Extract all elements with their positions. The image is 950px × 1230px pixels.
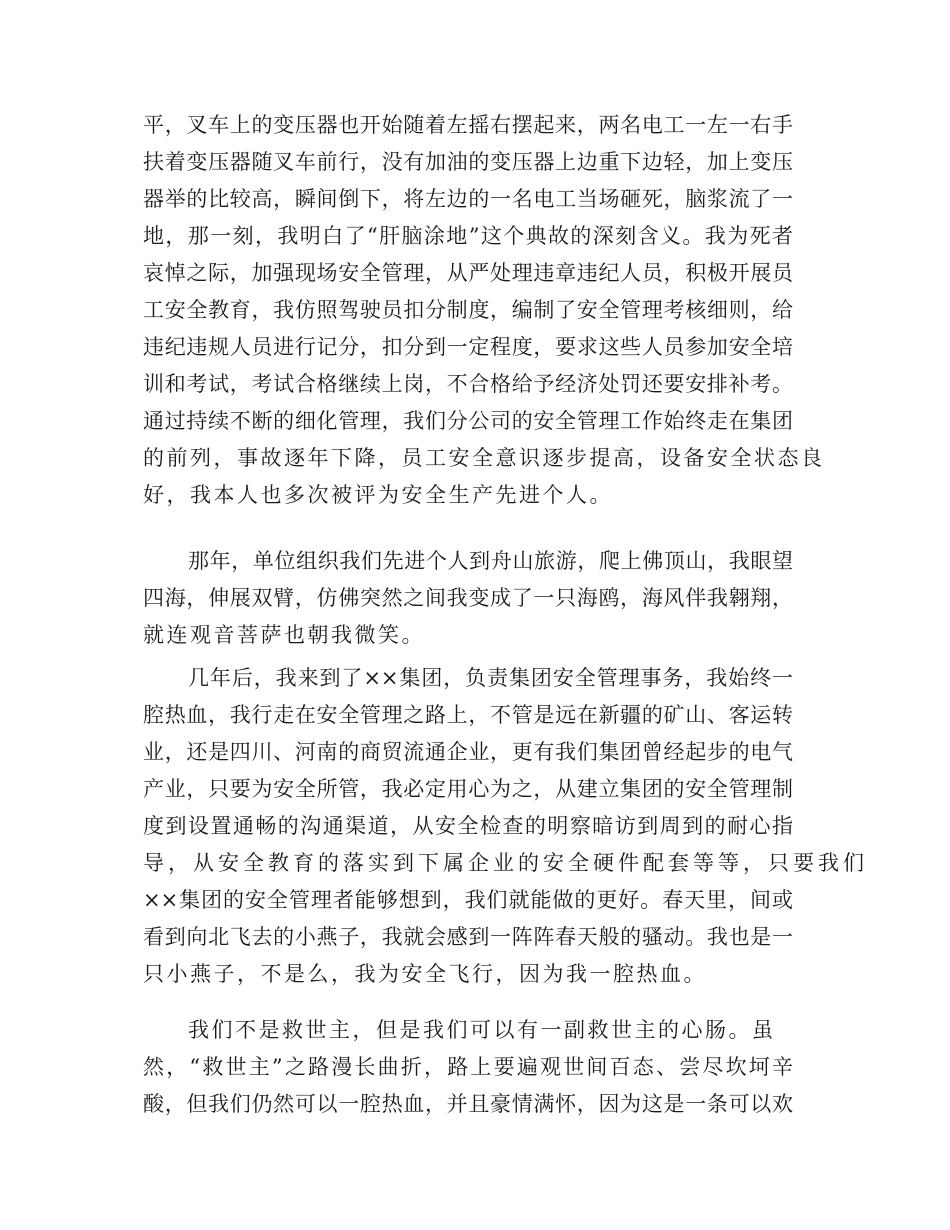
paragraph-line: 产业，只要为安全所管，我必定用心为之，从建立集团的安全管理制 bbox=[143, 777, 793, 801]
paragraph-line: 导，从安全教育的落实到下属企业的安全硬件配套等等，只要我们 bbox=[143, 851, 868, 875]
paragraph-line: 四海，伸展双臂，仿佛突然之间我变成了一只海鸥，海风伴我翱翔， bbox=[143, 586, 793, 610]
paragraph-line: 通过持续不断的细化管理，我们分公司的安全管理工作始终走在集团 bbox=[143, 409, 793, 433]
paragraph-line: 看到向北飞去的小燕子，我就会感到一阵阵春天般的骚动。我也是一 bbox=[143, 925, 793, 949]
paragraph-line: 只小燕子，不是么，我为安全飞行，因为我一腔热血。 bbox=[143, 962, 707, 986]
paragraph-line: 扶着变压器随叉车前行，没有加油的变压器上边重下边轻，加上变压 bbox=[143, 150, 793, 174]
paragraph-line: 业，还是四川、河南的商贸流通企业，更有我们集团曾经起步的电气 bbox=[143, 740, 793, 764]
paragraph-line: 工安全教育，我仿照驾驶员扣分制度，编制了安全管理考核细则，给 bbox=[143, 298, 793, 322]
paragraph-line: 然，“救世主”之路漫长曲折，路上要遍观世间百态、尝尽坎坷辛 bbox=[143, 1055, 793, 1079]
paragraph-line: 我们不是救世主，但是我们可以有一副救世主的心肠。虽 bbox=[188, 1018, 776, 1042]
paragraph-line: 的前列，事故逐年下降，员工安全意识逐步提高，设备安全状态良 bbox=[143, 446, 825, 470]
paragraph-line: 平，叉车上的变压器也开始随着左摇右摆起来，两名电工一左一右手 bbox=[143, 113, 793, 137]
paragraph-line: 就连观音菩萨也朝我微笑。 bbox=[143, 623, 425, 647]
paragraph-line: 酸，但我们仍然可以一腔热血，并且豪情满怀，因为这是一条可以欢 bbox=[143, 1092, 793, 1116]
paragraph-line: 腔热血，我行走在安全管理之路上，不管是远在新疆的矿山、客运转 bbox=[143, 703, 793, 727]
paragraph-line: 哀悼之际，加强现场安全管理，从严处理违章违纪人员，积极开展员 bbox=[143, 261, 793, 285]
paragraph-line: 几年后，我来到了××集团，负责集团安全管理事务，我始终一 bbox=[188, 666, 793, 690]
paragraph-line: 度到设置通畅的沟通渠道，从安全检查的明察暗访到周到的耐心指 bbox=[143, 814, 793, 838]
paragraph-line: 训和考试，考试合格继续上岗，不合格给予经济处罚还要安排补考。 bbox=[143, 372, 793, 396]
paragraph-line: 那年，单位组织我们先进个人到舟山旅游，爬上佛顶山，我眼望 bbox=[188, 549, 793, 573]
paragraph-line: 地，那一刻，我明白了“肝脑涂地”这个典故的深刻含义。我为死者 bbox=[143, 224, 793, 248]
paragraph-line: ××集团的安全管理者能够想到，我们就能做的更好。春天里，间或 bbox=[143, 888, 793, 912]
paragraph-line: 违纪违规人员进行记分，扣分到一定程度，要求这些人员参加安全培 bbox=[143, 335, 793, 359]
paragraph-line: 器举的比较高，瞬间倒下，将左边的一名电工当场砸死，脑浆流了一 bbox=[143, 187, 793, 211]
paragraph-line: 好，我本人也多次被评为安全生产先进个人。 bbox=[143, 483, 613, 507]
